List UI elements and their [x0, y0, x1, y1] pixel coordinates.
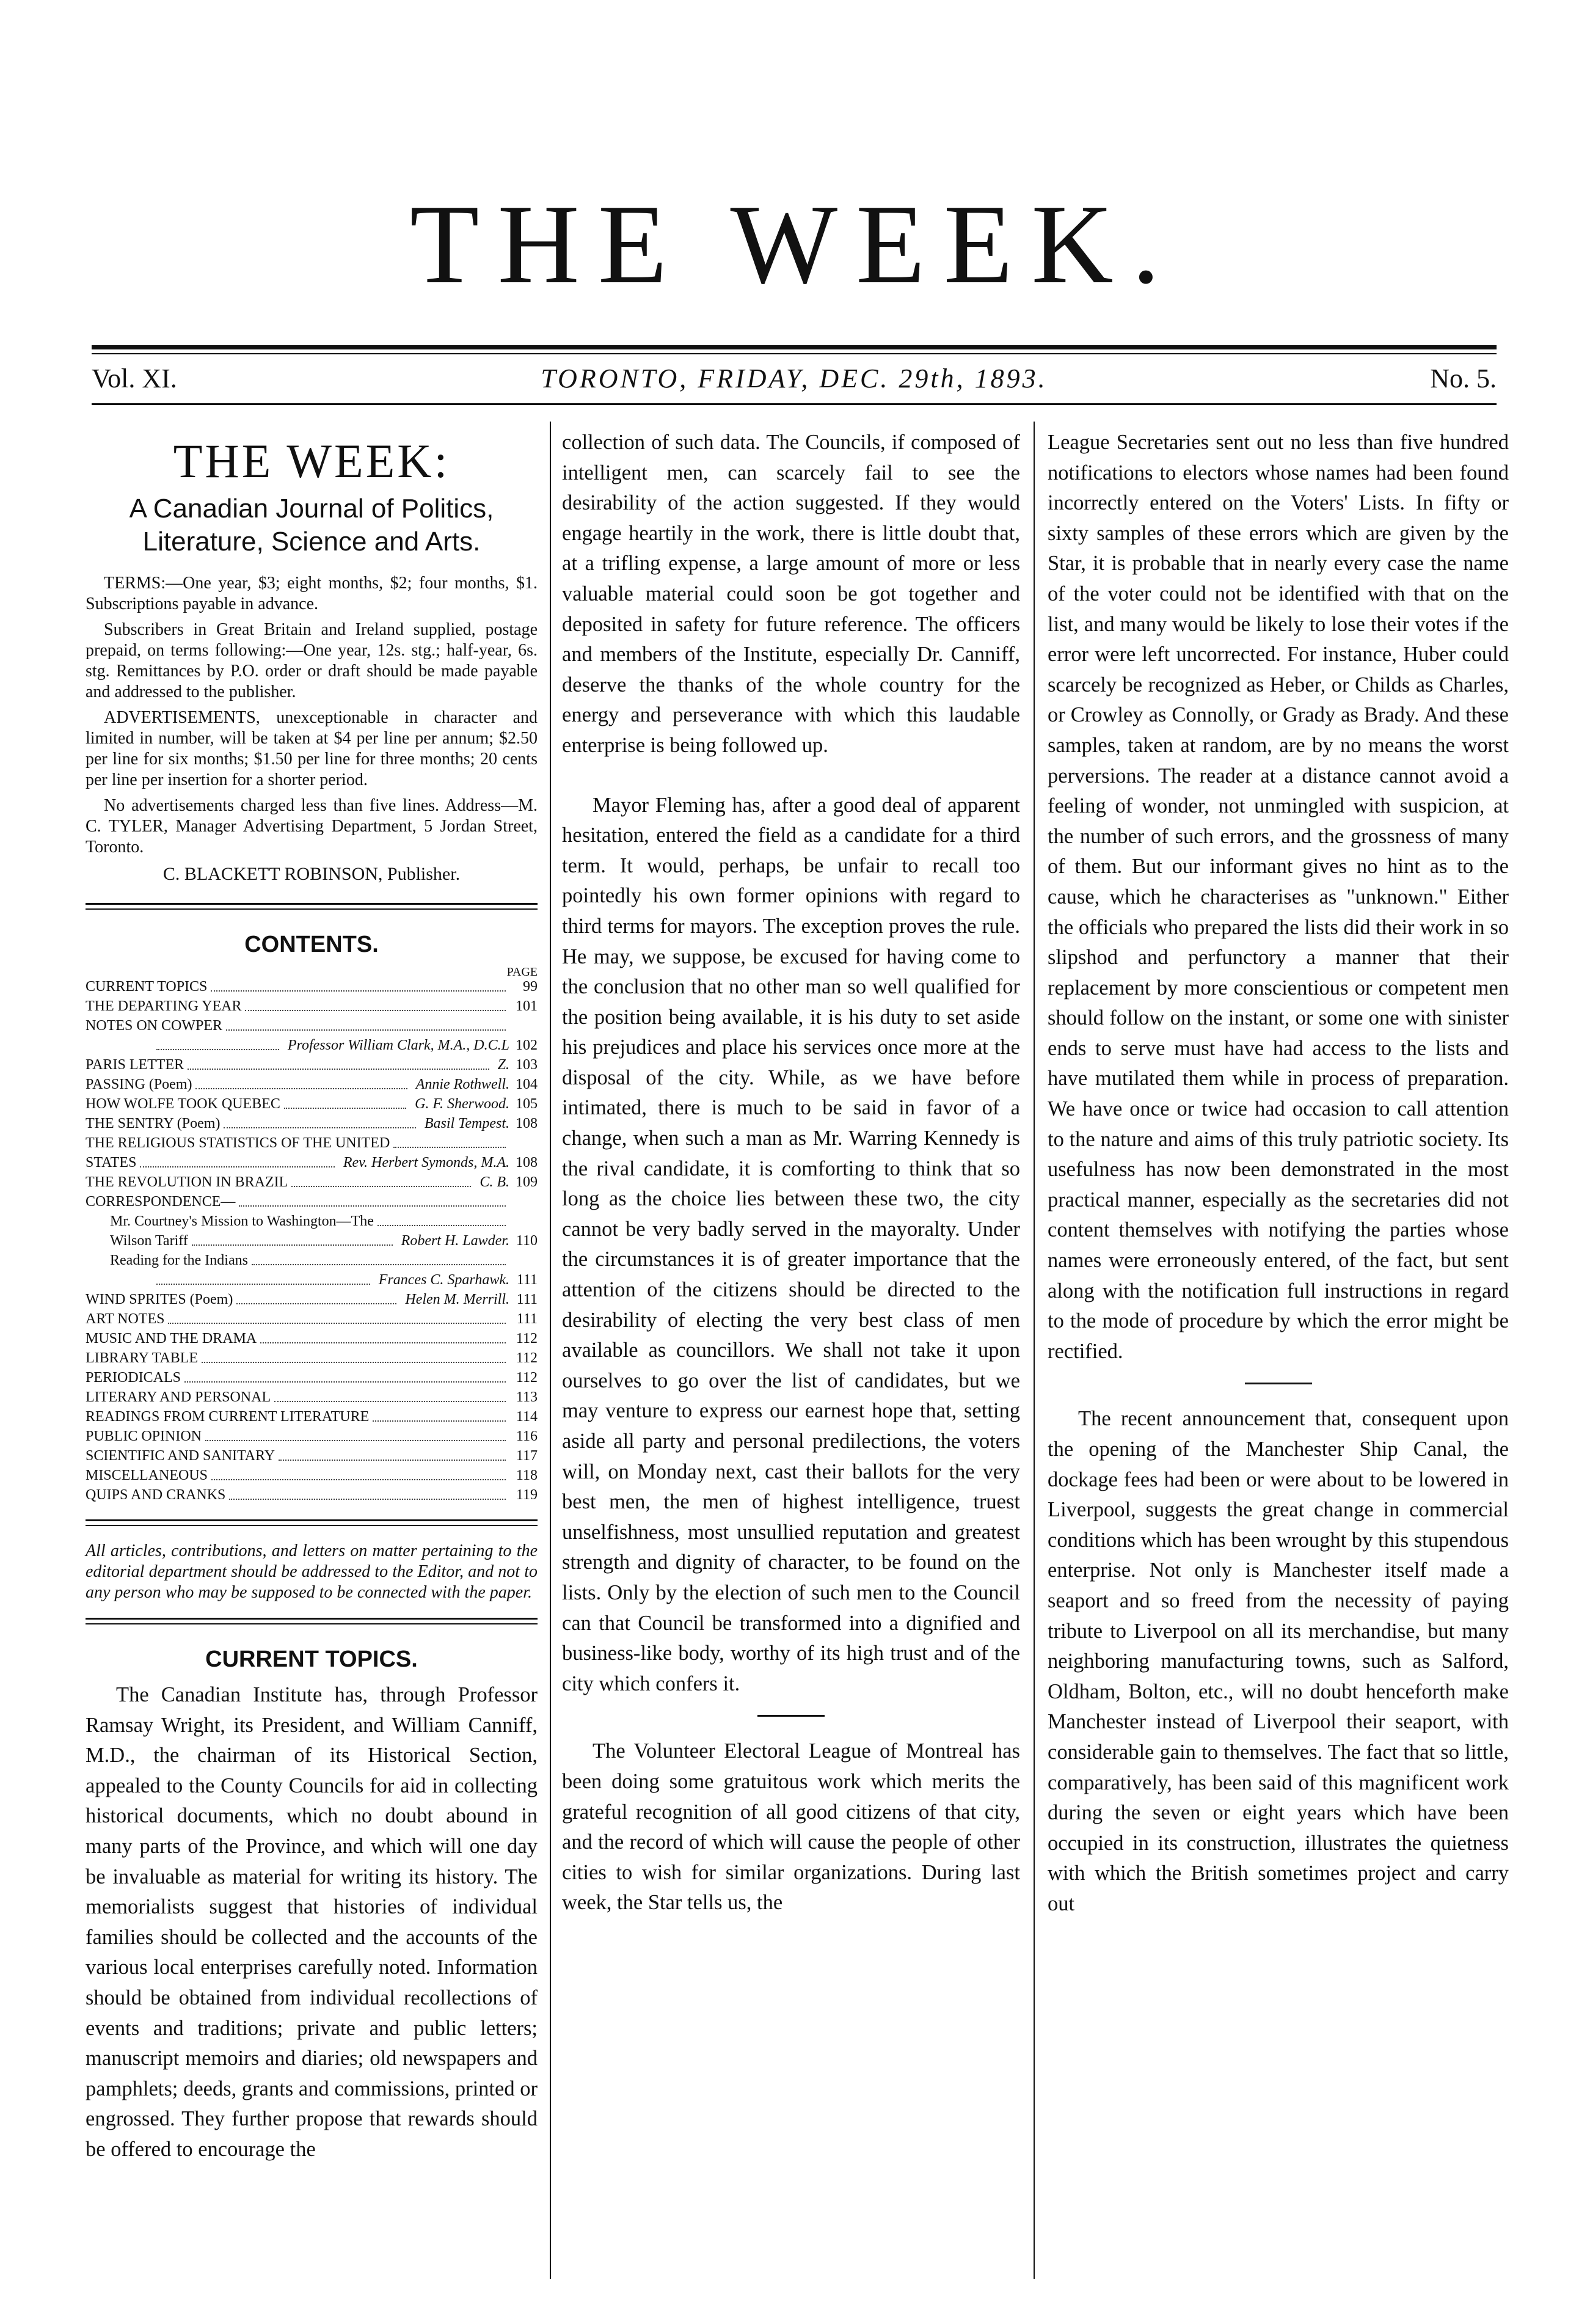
- contents-page-label: PAGE: [506, 965, 538, 979]
- contents-leader: [274, 1401, 506, 1402]
- advertisements-text: ADVERTISEMENTS, unexceptionable in character and limited in number, will be taken at $4 per line per annum; $2.50 per line for six months; $1.50 per line for three months; 20 cents per line per insertion for a shorter period.: [86, 708, 538, 789]
- contents-title: ART NOTES: [86, 1311, 165, 1327]
- contents-double-rule: [86, 1519, 538, 1526]
- contents-title: LIBRARY TABLE: [86, 1350, 199, 1366]
- address-text: No advertisements charged less than five lines. Address—M. C. TYLER, Manager Advertising Department, 5 Jordan Street, Toronto.: [86, 796, 538, 857]
- contents-page: 112: [516, 1350, 538, 1366]
- contents-title: MUSIC AND THE DRAMA: [86, 1331, 257, 1347]
- subscribers-text: Subscribers in Great Britain and Ireland supplied, postage prepaid, on terms following:—One year, 12s. stg.; half-year, 6s. stg. Remittances by P.O. order or draft should be made payable and addressed to the publisher.: [86, 620, 538, 701]
- column-two-paragraph-1: collection of such data. The Councils, if composed of intelligent men, can scarcely fail to see the desirability of the action suggested. If they would engage heartily in the work, there is little doubt that, at a trifling expense, a large amount of more or less valuable material could soon be got together and deposited in safety for future reference. The officers and members of the Institute, especially Dr. Canniff, deserve the thanks of the whole country for the energy and perseverance with which this laudable enterprise is being followed up.: [562, 431, 1020, 757]
- contents-leader: [226, 1029, 506, 1031]
- contents-heading: CONTENTS.: [244, 932, 379, 957]
- contents-row: [86, 1114, 538, 1133]
- contents-leader: [195, 1088, 407, 1089]
- contents-row: [86, 1231, 538, 1251]
- contents-page: 99: [523, 979, 538, 995]
- contents-page: 119: [516, 1487, 538, 1503]
- contents-title: Mr. Courtney's Mission to Washington—The: [110, 1213, 374, 1229]
- contents-title: SCIENTIFIC AND SANITARY: [86, 1448, 275, 1464]
- contents-title: Wilson Tariff: [110, 1233, 188, 1249]
- contents-leader: [224, 1127, 415, 1128]
- contents-title: WIND SPRITES (Poem): [86, 1292, 233, 1307]
- contents-leader: [156, 1284, 370, 1285]
- contents-leader: [279, 1460, 506, 1461]
- contents-row: [86, 1427, 538, 1446]
- contents-page: 112: [516, 1370, 538, 1386]
- contents-author: Helen M. Merrill.: [405, 1292, 509, 1307]
- contents-author: Rev. Herbert Symonds, M.A.: [343, 1155, 509, 1171]
- editorial-note: All articles, contributions, and letters on matter pertaining to the editorial department should be addressed to the Editor, and not to any person who may be supposed to be connected with the paper.: [86, 1541, 538, 1602]
- contents-title: HOW WOLFE TOOK QUEBEC: [86, 1096, 280, 1112]
- contents-row: [86, 1172, 538, 1192]
- column-two: [562, 428, 1020, 1918]
- issue-date: TORONTO, FRIDAY, DEC. 29th, 1893.: [541, 364, 1048, 393]
- contents-row: [86, 1016, 538, 1036]
- contents-page: 109: [516, 1174, 538, 1190]
- section-separator: [757, 1715, 825, 1717]
- contents-title: PUBLIC OPINION: [86, 1428, 202, 1444]
- contents-author: C. B.: [480, 1174, 509, 1190]
- contents-row: [86, 996, 538, 1016]
- publisher-line: C. BLACKETT ROBINSON, Publisher.: [162, 864, 461, 884]
- contents-row: [86, 1211, 538, 1231]
- contents-author: Basil Tempest.: [424, 1116, 509, 1131]
- contents-author: G. F. Sherwood.: [415, 1096, 509, 1112]
- contents-row: [86, 1407, 538, 1427]
- contents-page: 112: [516, 1331, 538, 1347]
- contents-leader: [377, 1225, 506, 1226]
- contents-page: 110: [516, 1233, 538, 1249]
- masthead-rule-thin: [92, 353, 1497, 354]
- contents-leader: [202, 1362, 506, 1363]
- contents-title: PARIS LETTER: [86, 1057, 184, 1073]
- contents-page: 103: [516, 1057, 538, 1073]
- contents-title: NOTES ON COWPER: [86, 1018, 223, 1034]
- current-topics-heading: CURRENT TOPICS.: [205, 1646, 418, 1672]
- contents-leader: [188, 1069, 489, 1070]
- contents-author: Frances C. Sparhawk.: [378, 1272, 509, 1288]
- contents-leader: [260, 1342, 506, 1343]
- contents-leader: [211, 1479, 506, 1480]
- contents-leader: [140, 1166, 334, 1167]
- contents-row: [86, 1075, 538, 1094]
- contents-row: [86, 977, 538, 996]
- contents-leader: [284, 1108, 406, 1109]
- contents-page: 108: [516, 1155, 538, 1171]
- contents-title: CORRESPONDENCE—: [86, 1194, 236, 1210]
- sidebar-title: THE WEEK:: [173, 434, 450, 488]
- sidebar-double-rule: [86, 903, 538, 910]
- contents-author: Z.: [497, 1057, 509, 1073]
- issue-number: No. 5.: [1430, 364, 1497, 393]
- contents-row: [86, 1309, 538, 1329]
- contents-row: [86, 1251, 538, 1270]
- contents-title: Reading for the Indians: [110, 1252, 248, 1268]
- contents-leader: [168, 1323, 506, 1324]
- masthead-rule-thick: [92, 345, 1497, 349]
- contents-author: Robert H. Lawder.: [401, 1233, 509, 1249]
- note-double-rule: [86, 1618, 538, 1624]
- contents-title: THE RELIGIOUS STATISTICS OF THE UNITED: [86, 1135, 390, 1151]
- column-three: [1048, 428, 1509, 1920]
- current-topics-paragraph: The Canadian Institute has, through Professor Ramsay Wright, its President, and William Canniff, M.D., the chairman of its Historical Section, appealed to the County Councils for aid in collecting historical documents, which no doubt abound in many parts of the Province, and which will one day be invaluable as material for writing its history. The memorialists suggest that histories of individual families should be collected and the accounts of the various local enterprises carefully noted. Information should be obtained from individual recollections of events and traditions; private and public letters; manuscript memoirs and diaries; old newspapers and pamphlets; deeds, grants and commissions, printed or engrossed. They further propose that rewards should be offered to encourage the: [86, 1683, 538, 2161]
- contents-leader: [156, 1049, 279, 1050]
- contents-title: THE REVOLUTION IN BRAZIL: [86, 1174, 288, 1190]
- contents-row: [86, 1446, 538, 1466]
- contents-leader: [291, 1186, 471, 1187]
- contents-title: QUIPS AND CRANKS: [86, 1487, 226, 1503]
- contents-row: [86, 1036, 538, 1055]
- contents-title: LITERARY AND PERSONAL: [86, 1389, 271, 1405]
- contents-row: [86, 1466, 538, 1485]
- contents-row: [86, 1055, 538, 1075]
- masthead-title: THE WEEK.: [409, 181, 1179, 307]
- contents-page: 113: [516, 1389, 538, 1405]
- contents-row: [86, 1133, 538, 1153]
- contents-page: 116: [516, 1428, 538, 1444]
- contents-row: [86, 1192, 538, 1211]
- column-three-paragraph-1: League Secretaries sent out no less than five hundred notifications to electors whose names had been found incorrectly entered on the Voters' Lists. In fifty or sixty samples of these errors which are given by the Star, it is probable that in nearly every case the name of the voter could not be identified with that on the list, and many would be likely to lose their votes if the error were left uncorrected. For instance, Huber could scarcely be recognized as Heber, or Childs as Charles, or Crowley as Connolly, or Grady as Brady. And these samples, taken at random, are by no means the worst perversions. The reader at a distance cannot avoid a feeling of wonder, not unmingled with suspicion, at the number of such errors, and the grossness of many of them. But our informant gives no hint as to the cause, which he characterises as "unknown." Either the officials who prepared the lists did their work in so slipshod and perfunctory a manner that their replacement by more conscientious or competent men should follow on the instant, or some one with sinister ends to serve must have had access to the lists and have mutilated them while in process of preparation. We have once or twice had occasion to call attention to the nature and aims of this truly patriotic society. Its usefulness has now been demonstrated in the most practical manner, especially as the secretaries did not content themselves with notifying the parties whose names were erroneously entered, of the fact, but sent along with the notification full instructions in regard to the mode of procedure by which the error might be rectified.: [1048, 431, 1509, 1363]
- contents-page: 117: [516, 1448, 538, 1464]
- contents-page: 101: [516, 998, 538, 1014]
- dateline-rule: [92, 403, 1497, 405]
- column-three-paragraph-2: The recent announcement that, consequent upon the opening of the Manchester Ship Canal, the dockage fees had been or were about to be lowered in Liverpool, suggests the great change in commercial conditions which has been wrought by this stupendous enterprise. Not only is Manchester itself made a seaport and so freed from the necessity of paying tribute to Liverpool on all its merchandise, but many neighboring manufacturing towns, such as Salford, Oldham, Bolton, etc., will no doubt henceforth make Manchester instead of Liverpool their seaport, with considerable gain to themselves. The fact that so little, comparatively, has been said of this magnificent work during the seven or eight years which have been occupied in its construction, illustrates the quietness with which the British sometimes project and carry out: [1048, 1407, 1509, 1915]
- sidebar-subtitle-line-1: A Canadian Journal of Politics,: [129, 494, 494, 524]
- contents-title: MISCELLANEOUS: [86, 1467, 208, 1483]
- contents-author: Professor William Clark, M.A., D.C.L: [287, 1037, 509, 1053]
- contents-row: [86, 1153, 538, 1172]
- contents-leader: [393, 1147, 506, 1148]
- column-two-paragraph-2: Mayor Fleming has, after a good deal of apparent hesitation, entered the field as a candidate for a third term. It would, perhaps, be unfair to recall too pointedly his own former opinions with regard to third terms for mayors. The exception proves the rule. He may, we suppose, be excused for having come to the conclusion that no other man so well qualified for the position being available, it is his duty to set aside his prejudices and place his services once more at the disposal of the city. While, as we have before intimated, there is much to be said in favor of a change, when such a man as Mr. Warring Kennedy is the rival candidate, it is comforting to think that so long as the choice lies between these two, the city cannot be very badly served in the mayoralty. Under the circumstances it is of greater importance that the attention of the citizens should be directed to the desirability of electing the very best class of men available as councillors. We shall not take it upon ourselves to go over the list of candidates, but we may venture to express our earnest hope that, setting aside all party and personal predilections, the voters will, on Monday next, cast their ballots for the very best men, the men of highest intelligence, truest unselfishness, most unsullied reputation and greatest strength and dignity of character, to be found on the lists. Only by the election of such men to the Council can that Council be transformed into a dignified and business-like body, worthy of its high trust and of the city which confers it.: [562, 793, 1020, 1695]
- column-one: [86, 428, 538, 2165]
- contents-row: [86, 1368, 538, 1387]
- contents-row: [86, 1270, 538, 1290]
- contents-title: THE SENTRY (Poem): [86, 1116, 221, 1131]
- contents-title: STATES: [86, 1155, 137, 1171]
- contents-row: [86, 1387, 538, 1407]
- contents-title: READINGS FROM CURRENT LITERATURE: [86, 1409, 370, 1425]
- contents-row: [86, 1094, 538, 1114]
- contents-row: [86, 1485, 538, 1505]
- contents-row: [86, 1348, 538, 1368]
- contents-leader: [229, 1499, 506, 1500]
- contents-leader: [192, 1244, 393, 1246]
- column-divider-1: [550, 422, 551, 2279]
- contents-row: [86, 1290, 538, 1309]
- contents-page: 111: [516, 1311, 538, 1327]
- contents-leader: [205, 1440, 506, 1441]
- sidebar-subtitle: [86, 492, 538, 558]
- contents-leader: [236, 1303, 396, 1304]
- contents-page: 104: [516, 1076, 538, 1092]
- contents-page: 111: [516, 1272, 538, 1288]
- column-two-paragraph-3: The Volunteer Electoral League of Montreal has been doing some gratuitous work which merits the grateful recognition of all good citizens of that city, and the record of which will cause the people of other cities to wish for similar organizations. During last week, the Star tells us, the: [562, 1739, 1020, 1915]
- contents-list: [86, 977, 538, 1505]
- contents-leader: [252, 1264, 506, 1265]
- contents-page: 105: [516, 1096, 538, 1112]
- contents-author: Annie Rothwell.: [415, 1076, 509, 1092]
- contents-title: PASSING (Poem): [86, 1076, 192, 1092]
- dateline: [92, 360, 1497, 397]
- sidebar-subtitle-line-2: Literature, Science and Arts.: [142, 527, 481, 557]
- terms-text: TERMS:—One year, $3; eight months, $2; four months, $1. Subscriptions payable in advance.: [86, 574, 538, 613]
- contents-leader: [239, 1205, 506, 1207]
- contents-leader: [373, 1420, 506, 1422]
- contents-page: 108: [516, 1116, 538, 1131]
- section-separator: [1245, 1383, 1312, 1384]
- contents-title: CURRENT TOPICS: [86, 979, 208, 995]
- column-divider-2: [1034, 422, 1035, 2279]
- paragraph-gap: [562, 761, 1020, 791]
- contents-leader: [211, 990, 506, 992]
- contents-title: PERIODICALS: [86, 1370, 181, 1386]
- contents-page: 118: [516, 1467, 538, 1483]
- volume-number: Vol. XI.: [92, 364, 177, 393]
- contents-page: 111: [516, 1292, 538, 1307]
- contents-leader: [184, 1381, 506, 1383]
- contents-title: THE DEPARTING YEAR: [86, 998, 242, 1014]
- contents-page: 114: [516, 1409, 538, 1425]
- contents-row: [86, 1329, 538, 1348]
- contents-page: 102: [516, 1037, 538, 1053]
- contents-leader: [245, 1010, 506, 1011]
